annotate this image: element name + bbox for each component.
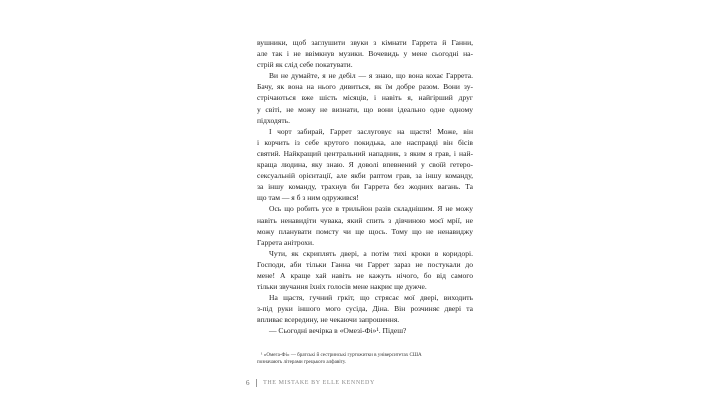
text-line: святий. Найкращий центральний нападник, з яким я грав, і най- [257,148,473,158]
page-number: 6 [246,379,251,387]
text-line: навіть ненавидіти чувака, який спить з дівчиною моєї мрії, не [257,215,473,225]
text-line: впливає всередину, не чекаючи запрошення. [257,315,400,325]
text-line: краща людина, яку знаю. Я доволі впевнений у своїй гетеро- [257,160,473,170]
text-line: тільки звучання їхніх голосів мене накриє ще дужче. [257,282,427,292]
text-line: але так і не ввімкнув музики. Вочевидь у мене сьогодні на- [257,49,473,59]
text-line: у світі, не можу не визнати, що вони ідеально одне одному [257,104,473,114]
text-line: мене! А краще хай навіть не кажуть нічого, бо від самого [257,270,473,280]
text-line: за іншу команду, трахнув би Гаррета без жодних вагань. Та [257,182,473,192]
text-line: Ось що робить усе в трильйон разів складнішим. Я не можу [269,204,473,214]
footnote-line: позначають літерами грецького алфавіту. [257,359,347,366]
text-line: сексуальній орієнтації, але якби раптом грав, за іншу команду, [257,171,473,181]
text-line: Чути, як скриплять двері, а потім тихі кроки в коридорі. [269,248,473,258]
text-line: Ви не думайте, я не дебіл — я знаю, що вона кохає Гаррета. [269,71,473,81]
text-line: Гаррета анітрохи. [257,237,314,247]
text-line: Господи, аби тільки Ганна чи Гаррет зараз не постукали до [257,259,473,269]
text-line: вушники, щоб заглушити звуки з кімнати Гаррета й Ганни, [257,38,473,47]
running-title: THE MISTAKE BY ELLE KENNEDY [263,380,375,386]
text-line: Бачу, як вона на нього дивиться, як їм добре разом. Вони зу- [257,82,473,92]
text-line: підходять. [257,115,290,125]
text-line: з-під руки іншого мого сусіда, Діна. Він розчиняє двері та [257,304,473,314]
footer-divider [256,379,257,387]
text-line: і корчить із себе крутого покидька, але насправді він бісів [257,137,473,147]
text-line: І чорт забирай, Гаррет заслуговує на щастя! Може, він [269,126,473,136]
text-line: На щастя, гучний гркіт, що стрясає мої двері, виходить [269,293,473,303]
footnote-line: ¹ «Омега-Фі» — братські й сестринські гуртожитки в університетах США [261,352,422,358]
text-line: стрій як слід себе покатувати. [257,60,353,70]
footnote-block [257,352,473,367]
text-line: що там — я б з ним одружився! [257,193,359,203]
text-line: — Сьогодні вечірка в «Омезі-Фі»¹. Підеш? [269,326,407,336]
body-text [257,37,473,337]
text-line: можу планувати помсту чи ще щось. Тому що не ненавиджу [257,226,473,236]
text-line: стрічаються вже шість місяців, і навіть я, найгірший друг [257,93,473,103]
page-footer [246,378,375,388]
